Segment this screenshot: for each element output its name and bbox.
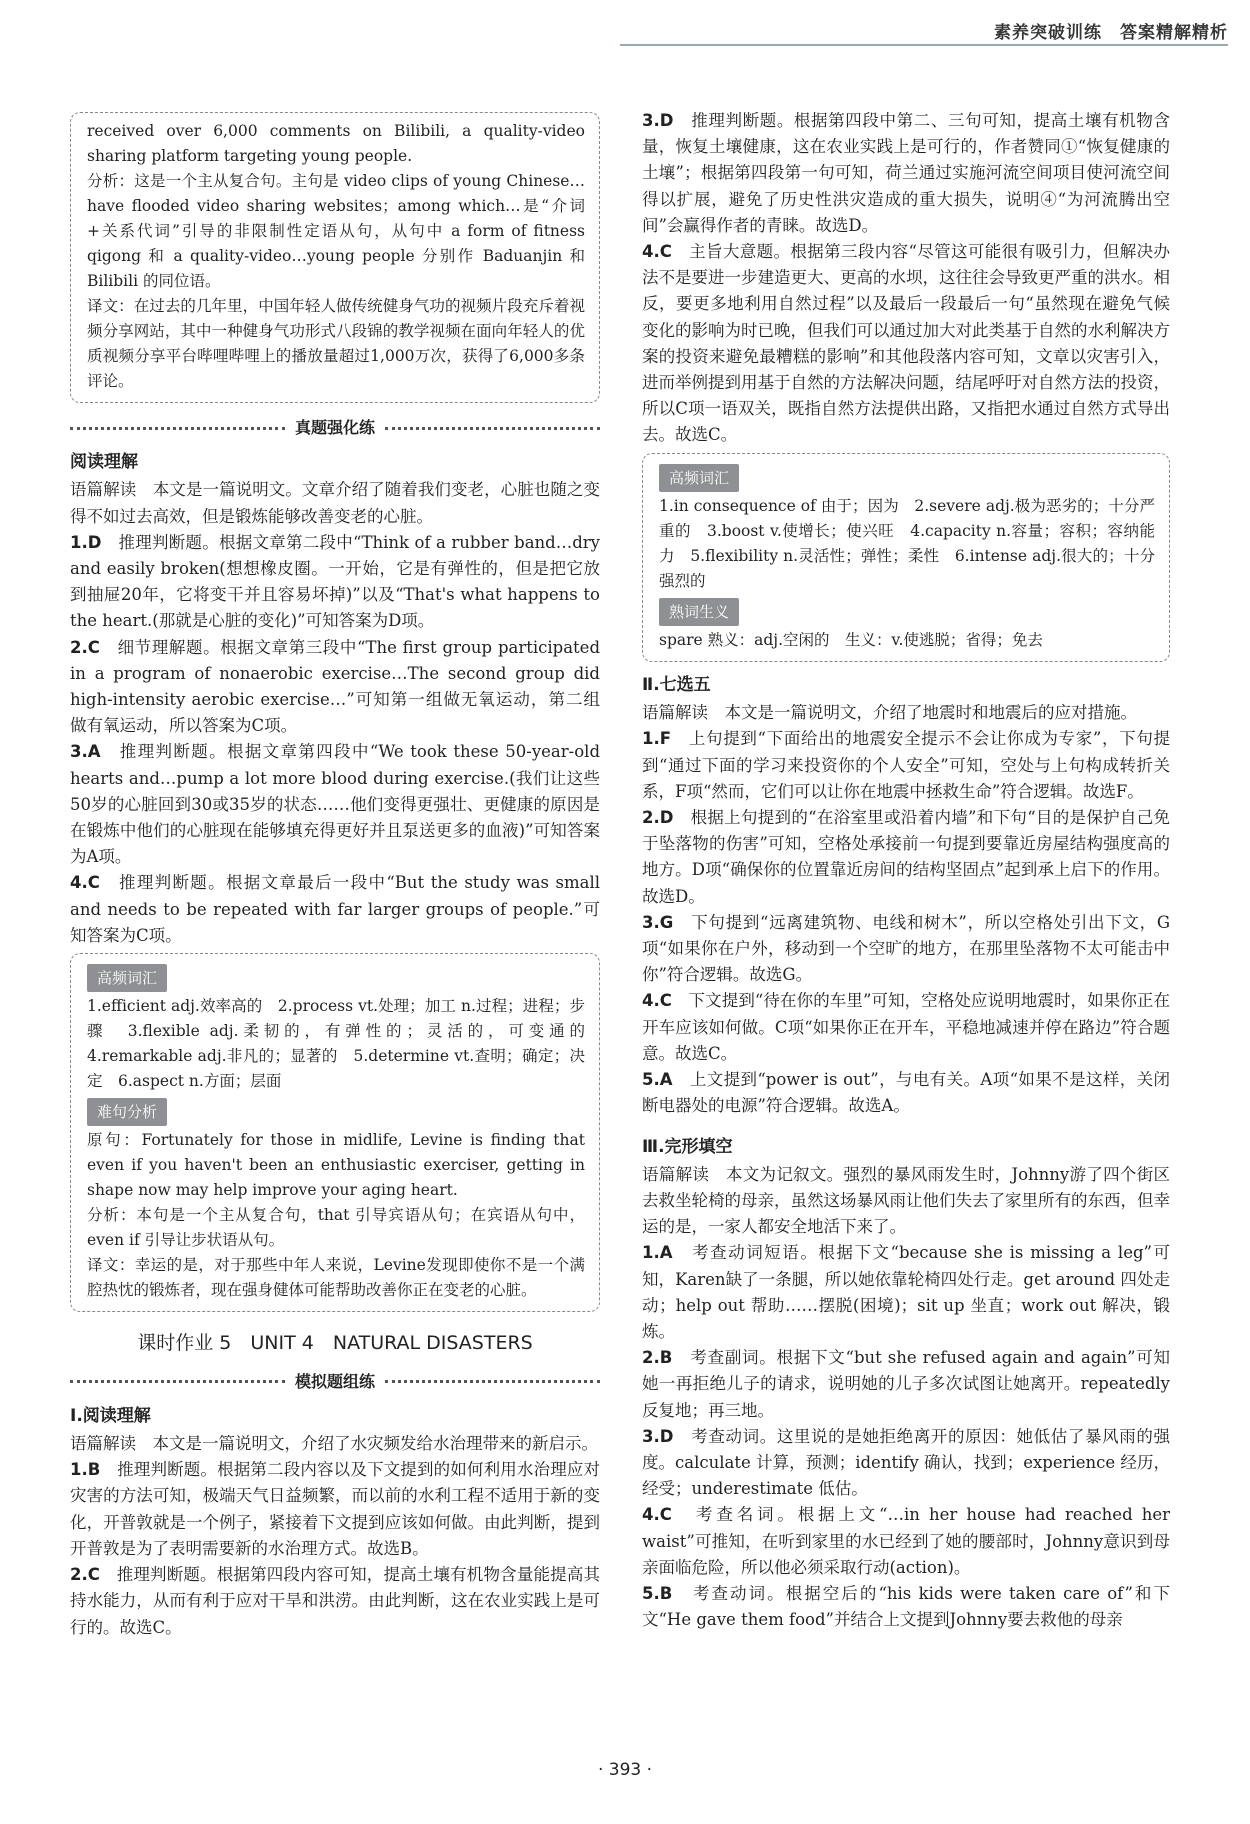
box-paragraph: received over 6,000 comments on Bilibili, a quality-video sharing platform targeting young people. (87, 122, 585, 165)
word-meaning: spare 熟义：adj.空闲的 生义：v.使逃脱；省得；免去 (659, 631, 1043, 650)
answer-text: 推理判断题。根据第四段内容可知，提高土壤有机物含量能提高其持水能力，从而有利于应对干旱和洪涝。由此判断，这在农业实践上是可行的。故选C。 (70, 1565, 601, 1637)
answer-text: 考查动词短语。根据下文“because she is missing a leg”可知，Karen缺了一条腿，所以她依靠轮椅四处行走。get around 四处走动；help out 帮助……摆脱(困境)；sit up 坐直；work out 解决，锻炼。 (642, 1243, 1170, 1341)
answer-number: 2.C (70, 637, 100, 657)
running-header: 素养突破训练 答案精解精析 (994, 23, 1228, 43)
answer-item (70, 1562, 600, 1641)
answer-number: 2.C (70, 1565, 100, 1585)
answer-text: 推理判断题。根据第二段内容以及下文提到的如何利用水治理应对灾害的方法可知，极端天气日益频繁，而以前的水利工程不适用于新的变化，开普敦就是一个例子，紧接着下文提到应该如何做。由此判断，提到开普敦是为了表明需要新的水治理方式。故选B。 (70, 1460, 601, 1558)
answer-item (70, 1457, 600, 1562)
answer-text: 推理判断题。根据文章最后一段中“But the study was small and needs to be repeated with far larger groups of people.”可知答案为C项。 (70, 873, 600, 945)
passage-summary: 语篇解读 本文是一篇说明文，介绍了水灾频发给水治理带来的新启示。 (70, 1434, 598, 1454)
answer-item (642, 988, 1170, 1067)
box-paragraph: 分析：本句是一个主从复合句，that 引导宾语从句；在宾语从句中，even if 引导让步状语从句。 (87, 1206, 585, 1250)
answer-number: 3.G (642, 912, 674, 932)
answer-number: 2.B (642, 1348, 673, 1368)
answer-item (70, 870, 600, 949)
answer-item (642, 1581, 1170, 1633)
passage-summary: 语篇解读 本文为记叙文。强烈的暴风雨发生时，Johnny游了四个街区去救坐轮椅的母亲，虽然这场暴风雨让他们失去了家里所有的东西，但幸运的是，一家人都安全地活下来了。 (642, 1164, 1170, 1237)
vocab-tag: 高频词汇 (87, 964, 167, 992)
answer-item (642, 1067, 1170, 1119)
answer-item (642, 805, 1170, 910)
answer-text: 上文提到“power is out”，与电有关。A项“如果不是这样，关闭断电器处的电源”符合逻辑。故选A。 (642, 1070, 1171, 1116)
answer-number: 2.D (642, 808, 674, 828)
answer-number: 1.D (70, 532, 102, 552)
answer-number: 1.F (642, 729, 672, 749)
vocab-box (70, 953, 600, 1312)
answer-number: 4.C (642, 1505, 672, 1525)
left-column (70, 108, 600, 1641)
answer-number: 3.D (642, 111, 674, 130)
answer-item (642, 726, 1170, 805)
box-paragraph: 译文：幸运的是，对于那些中年人来说，Levine发现即使你不是一个满腔热忱的锻炼者，现在强身健体可能帮助改善你正在变老的心脏。 (87, 1256, 585, 1300)
answer-number: 3.D (642, 1426, 674, 1446)
answer-item (70, 635, 600, 740)
answer-number: 3.A (70, 742, 101, 762)
answer-text: 下文提到“待在你的车里”可知，空格处应说明地震时，如果你正在开车应该如何做。C项“如果你正在开车，平稳地减速并停在路边”符合题意。故选C。 (642, 991, 1171, 1063)
reading-title: Ⅰ.阅读理解 (70, 1405, 151, 1426)
answer-number: 1.B (70, 1460, 101, 1480)
answer-item (70, 739, 600, 870)
answer-text: 考查动词。根据空后的“his kids were taken care of”和下文“He gave them food”并结合上文提到Johnny要去救他的母亲 (642, 1583, 1170, 1630)
answer-text: 推理判断题。根据文章第四段中“We took these 50-year-old hearts and…pump a lot more blood during exercise.(我们让这些50岁的心脏回到30或35岁的状态……他们变得更强壮、更健康的原因是在锻炼中他们的心脏现在能够填充得更好并且泵送更多的血液)”可知答案为A项。 (70, 742, 601, 867)
section-heading: Ⅱ.七选五 (642, 675, 711, 696)
vocab-box (642, 453, 1170, 662)
answer-item (70, 530, 600, 635)
reading-title: 阅读理解 (70, 452, 138, 473)
answer-item (642, 1502, 1170, 1581)
answer-number: 4.C (642, 991, 672, 1011)
answer-text: 细节理解题。根据文章第三段中“The first group participated in a program of nonaerobic exercise…The second group did high-intensity aerobic exercise…”可知第一组做无氧运动，第二组做有氧运动，所以答案为C项。 (70, 637, 601, 736)
answer-item (642, 1345, 1170, 1424)
section-divider (70, 415, 600, 441)
answer-text: 推理判断题。根据第四段中第二、三句可知，提高土壤有机物含量，恢复土壤健康，这在农业实践上是可行的，作者赞同①“恢复健康的土壤”；根据第四段第一句可知，荷兰通过实施河流空间项目使河流空间得以扩展，避免了历史性洪灾造成的重大损失，说明④“为河流腾出空间”会赢得作者的青睐。故选D。 (642, 111, 1171, 235)
answer-text: 考查副词。根据下文“but she refused again and again”可知她一再拒绝儿子的请求，说明她的儿子多次试图让她离开。repeatedly 反复地；再三地。 (642, 1348, 1171, 1420)
answer-item (642, 1240, 1170, 1345)
answer-text: 考查名词。根据上文“…in her house had reached her waist”可推知，在听到家里的水已经到了她的腰部时，Johnny意识到母亲面临危险，所以他必须采取行动(action)。 (642, 1505, 1170, 1577)
answer-text: 推理判断题。根据文章第二段中“Think of a rubber band…dry and easily broken(想想橡皮圈。一开始，它是有弹性的，但是把它放到抽屉20年，它将变干并且容易坏掉)”以及“That's what happens to the heart.(那就是心脏的变化)”可知答案为D项。 (70, 532, 601, 631)
answer-item (642, 239, 1170, 449)
page-number: · 393 · (597, 1760, 653, 1780)
answer-number: 4.C (642, 242, 672, 262)
answer-text: 上句提到“下面给出的地震安全提示不会让你成为专家”，下句提到“通过下面的学习来投资你的个人安全”可知，空处与上句构成转折关系，F项“然而，它们可以让你在地震中拯救生命”符合逻辑。故选F。 (642, 729, 1170, 801)
answer-text: 主旨大意题。根据第三段内容“尽管这可能很有吸引力，但解决办法不是要进一步建造更大、更高的水坝，这往往会导致更严重的洪水。相反，要更多地利用自然过程”以及最后一段最后一句“虽然现在避免气候变化的影响为时已晚，但我们可以通过加大对此类基于自然的水利解决方案的投资来避免最糟糕的影响”和其他段落内容可知，文章以灾害引入，进而举例提到用基于自然的方法解决问题，结尾呼吁对自然方法的投资，所以C项一语双关，既指自然方法提供出路，又指把水通过自然方式导出去。故选C。 (642, 242, 1171, 445)
answer-text: 下句提到“远离建筑物、电线和树木”，所以空格处引出下文，G项“如果你在户外，移动到一个空旷的地方，在那里坠落物不太可能击中你”符合逻辑。故选G。 (642, 912, 1171, 985)
header-rule (620, 44, 1228, 46)
passage-summary: 语篇解读 本文是一篇说明文，介绍了地震时和地震后的应对措施。 (642, 703, 1137, 723)
answer-item (642, 1424, 1170, 1503)
answer-number: 5.A (642, 1070, 673, 1090)
box-paragraph: 分析：这是一个主从复合句。主句是 video clips of young Chinese…have flooded video sharing websites；among which…是“介词+关系代词”引导的非限制性定语从句，从句中 a form of fitness qigong 和 a quality-video…young people 分别作 Baduanjin 和 Bilibili 的同位语。 (87, 172, 585, 290)
answer-number: 5.B (642, 1583, 673, 1603)
word-meaning-tag: 熟词生义 (659, 598, 739, 626)
sentence-analysis-box (70, 112, 600, 403)
section-heading: Ⅲ.完形填空 (642, 1136, 733, 1157)
vocab-tag: 高频词汇 (659, 464, 739, 492)
right-column (642, 108, 1170, 1633)
hard-sentence-tag: 难句分析 (87, 1098, 167, 1126)
vocab-list: 1.efficient adj.效率高的 2.process vt.处理；加工 n.过程；进程；步骤 3.flexible adj.柔韧的，有弹性的；灵活的，可变通的 4.remarkable adj.非凡的；显著的 5.determine vt.查明；确定；决定 6.aspect n.方面；层面 (87, 997, 601, 1091)
box-paragraph: 译文：在过去的几年里，中国年轻人做传统健身气功的视频片段充斥着视频分享网站，其中一种健身气功形式八段锦的教学视频在面向年轻人的优质视频分享平台哔哩哔哩上的播放量超过1,000万次，获得了6,000多条评论。 (87, 297, 585, 390)
section-title: 真题强化练 (295, 418, 376, 437)
passage-summary: 语篇解读 本文是一篇说明文。文章介绍了随着我们变老，心脏也随之变得不如过去高效，但是锻炼能够改善变老的心脏。 (70, 480, 600, 526)
answer-text: 考查动词。这里说的是她拒绝离开的原因：她低估了暴风雨的强度。calculate 计算，预测；identify 确认，找到；experience 经历，经受；underestimate 低估。 (642, 1426, 1171, 1499)
vocab-list: 1.in consequence of 由于；因为 2.severe adj.极为恶劣的；十分严重的 3.boost v.使增长；使兴旺 4.capacity n.容量；容积；容纳能力 5.flexibility n.灵活性；弹性；柔性 6.intense adj.很大的；十分强烈的 (659, 496, 1155, 590)
answer-item (642, 108, 1170, 239)
answer-item (642, 910, 1170, 989)
lesson-heading: 课时作业 5 UNIT 4 NATURAL DISASTERS (137, 1332, 533, 1355)
answer-text: 根据上句提到的“在浴室里或沿着内墙”和下句“目的是保护自己免于坠落物的伤害”可知，空格处承接前一句提到要靠近房屋结构强度高的地方。D项“确保你的位置靠近房间的结构坚固点”起到承上启下的作用。故选D。 (642, 808, 1171, 906)
section-title: 模拟题组练 (295, 1371, 376, 1391)
box-paragraph: 原句：Fortunately for those in midlife, Levine is finding that even if you haven't been an enthusiastic exerciser, getting in shape now may help improve your aging heart. (87, 1131, 585, 1200)
section-divider (70, 1369, 600, 1395)
answer-number: 1.A (642, 1243, 673, 1263)
answer-number: 4.C (70, 873, 100, 893)
